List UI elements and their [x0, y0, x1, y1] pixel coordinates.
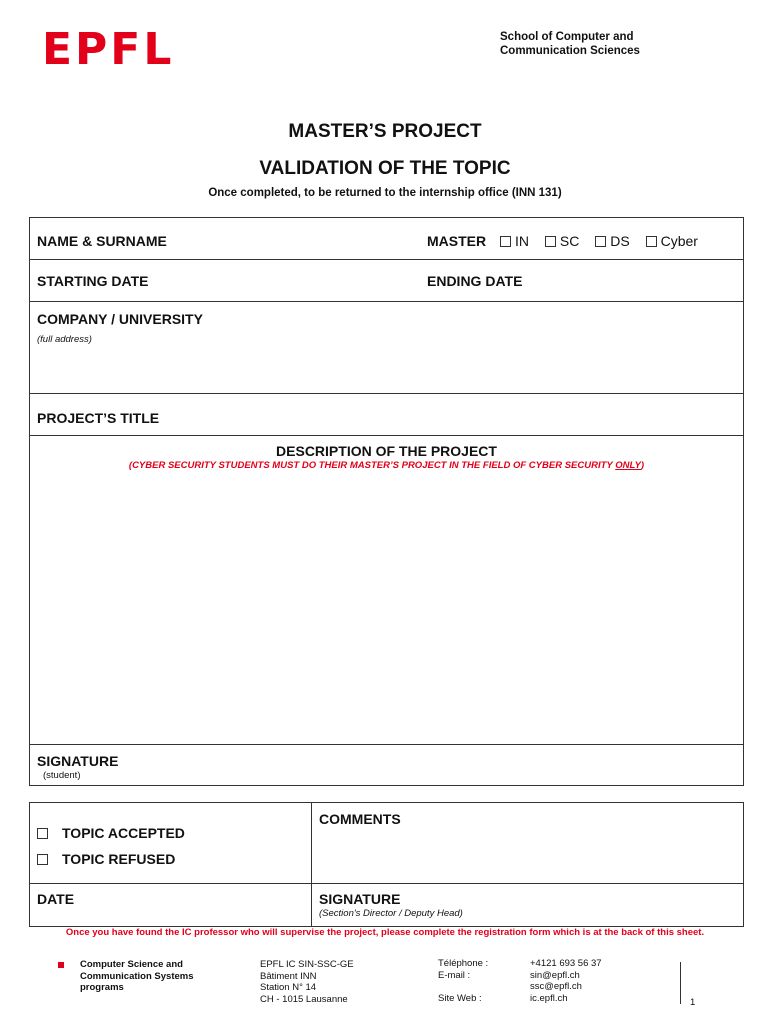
- divider: [29, 883, 744, 884]
- master-option-label: Cyber: [660, 233, 698, 249]
- master-option-sc[interactable]: [545, 233, 579, 249]
- footer-address: [260, 959, 354, 1005]
- divider: [311, 802, 312, 927]
- footer-address-line: EPFL IC SIN-SSC-GE: [260, 959, 354, 970]
- description-note: [29, 460, 744, 471]
- checkbox[interactable]: [595, 236, 606, 247]
- return-instructions: Once completed, to be returned to the internship office (INN 131): [208, 187, 562, 199]
- master-option-label: IN: [515, 233, 530, 249]
- telephone-value: +4121 693 56 37: [530, 958, 602, 969]
- description-note-end: ): [640, 460, 645, 471]
- checkbox[interactable]: [646, 236, 657, 247]
- name-surname-label: NAME & SURNAME: [37, 233, 167, 249]
- ending-date-label: ENDING DATE: [427, 273, 523, 289]
- checkbox[interactable]: [37, 854, 48, 865]
- checkbox[interactable]: [500, 236, 511, 247]
- website-link[interactable]: ic.epfl.ch: [530, 992, 568, 1004]
- student-signature-hint: (student): [43, 770, 81, 781]
- project-title-label: PROJECT’S TITLE: [37, 410, 160, 426]
- description-note-only: ONLY: [615, 460, 641, 471]
- email-label: E-mail :: [438, 969, 471, 981]
- comments-label: COMMENTS: [319, 811, 401, 827]
- master-option-ds[interactable]: [595, 233, 629, 249]
- footer-programs-line: programs: [80, 982, 124, 993]
- page-number: 1: [690, 997, 696, 1008]
- topic-accepted-label: TOPIC ACCEPTED: [62, 825, 185, 841]
- footer-address-line: CH - 1015 Lausanne: [260, 993, 348, 1005]
- master-option-label: DS: [610, 233, 630, 249]
- footer-contacts: [530, 958, 602, 1004]
- footer-programs-line: Communication Systems: [80, 970, 194, 982]
- description-note-text: (CYBER SECURITY STUDENTS MUST DO THEIR MASTER’S PROJECT IN THE FIELD OF CYBER SECURITY: [128, 460, 616, 471]
- page-title: MASTER’S PROJECT: [288, 121, 482, 142]
- checkbox[interactable]: [545, 236, 556, 247]
- master-option-label: SC: [559, 233, 580, 249]
- divider: [29, 393, 744, 394]
- topic-accepted-option[interactable]: [37, 825, 185, 841]
- website-label: Site Web :: [438, 992, 482, 1004]
- master-field: [427, 233, 698, 249]
- director-signature-label: SIGNATURE: [319, 891, 401, 907]
- student-signature-label: SIGNATURE: [37, 753, 119, 769]
- epfl-logo: EPFL: [42, 24, 175, 75]
- footer-address-line: Station N° 14: [260, 982, 317, 993]
- description-label: DESCRIPTION OF THE PROJECT: [276, 443, 497, 459]
- topic-refused-option[interactable]: [37, 851, 175, 867]
- master-option-cyber[interactable]: [646, 233, 698, 249]
- date-label: DATE: [37, 891, 75, 907]
- divider: [29, 435, 744, 436]
- school-name: [500, 30, 640, 58]
- footer-programs-line: Computer Science and: [80, 959, 183, 970]
- starting-date-label: STARTING DATE: [37, 273, 149, 289]
- email-link[interactable]: ssc@epfl.ch: [530, 981, 582, 992]
- footer-programs: [80, 959, 194, 994]
- bullet-icon: [58, 962, 64, 968]
- checkbox[interactable]: [37, 828, 48, 839]
- company-hint: (full address): [37, 334, 92, 345]
- student-form: [29, 217, 744, 786]
- company-label: COMPANY / UNIVERSITY: [37, 311, 203, 327]
- master-option-in[interactable]: [500, 233, 529, 249]
- topic-refused-label: TOPIC REFUSED: [62, 851, 176, 867]
- divider: [29, 744, 744, 745]
- divider: [29, 301, 744, 302]
- telephone-label: Téléphone :: [438, 958, 489, 969]
- registration-notice: Once you have found the IC professor who will supervise the project, please complete the registration form which is at the back of this sheet.: [65, 927, 705, 938]
- footer-labels: [438, 958, 488, 1004]
- footer-address-line: Bâtiment INN: [260, 970, 317, 982]
- master-label: MASTER: [427, 233, 487, 249]
- school-line-2: Communication Sciences: [500, 45, 640, 57]
- director-signature-hint: (Section's Director / Deputy Head): [319, 908, 463, 919]
- school-line-1: School of Computer and: [500, 31, 634, 43]
- divider: [29, 259, 744, 260]
- footer-divider: [680, 962, 681, 1004]
- email-link[interactable]: sin@epfl.ch: [530, 969, 580, 981]
- page-subtitle: VALIDATION OF THE TOPIC: [259, 158, 511, 179]
